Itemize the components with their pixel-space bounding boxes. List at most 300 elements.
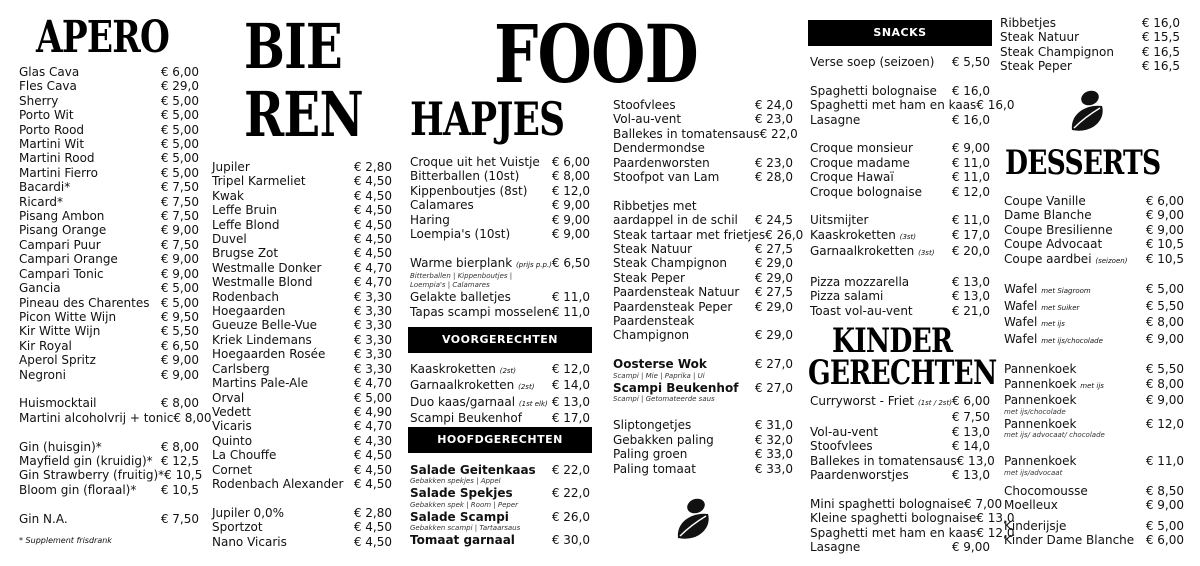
- item-price: € 22,0: [551, 463, 590, 477]
- item-name: Croque uit het Vuistje: [410, 155, 540, 169]
- item-name: Wafel: [1004, 298, 1038, 313]
- item-price: € 9,00: [951, 540, 990, 555]
- item-name: Steak Champignon: [613, 256, 727, 271]
- title-bie: BIE: [244, 10, 343, 83]
- item-sub: Gebakken spekjes | Appel: [410, 477, 501, 486]
- item-price: € 29,0: [754, 299, 793, 314]
- menu-item: [613, 199, 793, 213]
- menu-item: [212, 290, 392, 304]
- menu-item: [613, 98, 793, 112]
- item-price: € 23,0: [754, 112, 793, 127]
- item-name: Garnaalkroketten: [410, 378, 515, 393]
- menu-item: [410, 395, 590, 411]
- menu-item: [613, 170, 793, 184]
- item-name: Hoegaarden Rosée: [212, 347, 326, 362]
- item-name-wrap: [410, 395, 548, 411]
- item-sub: met ijs/advocaat: [1004, 468, 1063, 477]
- item-tag: (seizoen): [1095, 256, 1128, 265]
- menu-item: [410, 290, 590, 304]
- item-price: € 6,00: [951, 394, 991, 408]
- item-name-wrap: [19, 483, 136, 497]
- item-name: Coupe aardbei: [1004, 251, 1092, 266]
- item-name-wrap: [19, 296, 149, 310]
- item-price: € 8,00: [160, 396, 199, 411]
- menu-item: [19, 223, 199, 237]
- menu-item: [613, 447, 793, 461]
- menu-item: [410, 184, 590, 198]
- item-name: Aperol Spritz: [19, 353, 96, 368]
- menu-item: [212, 189, 392, 203]
- item-name: Oosterse Wok: [613, 357, 707, 372]
- item-price: € 6,00: [551, 155, 590, 169]
- item-name: Pizza salami: [810, 289, 884, 304]
- item-name-wrap: [810, 141, 913, 155]
- menu-item: [1004, 393, 1184, 407]
- item-price: € 4,50: [353, 448, 392, 463]
- item-price: € 4,50: [353, 232, 392, 247]
- menu-item: [212, 275, 392, 289]
- item-name: Moelleux: [1004, 498, 1058, 513]
- item-name: Paardenworsten: [613, 155, 710, 170]
- item-name: Duo kaas/garnaal: [410, 394, 516, 409]
- item-name-wrap: [1004, 223, 1113, 237]
- item-name-wrap: [1000, 59, 1072, 73]
- item-price: € 8,00: [1145, 315, 1184, 330]
- item-price: € 12,0: [551, 362, 590, 376]
- menu-item: [613, 357, 793, 371]
- item-name: Huismocktail: [19, 396, 97, 411]
- item-name-wrap: [810, 156, 910, 170]
- menu-item: [613, 433, 793, 447]
- item-name-wrap: [212, 275, 313, 289]
- item-name-wrap: [810, 55, 934, 69]
- menu-item: [810, 496, 1003, 511]
- menu-item: [410, 227, 590, 241]
- item-name: Rodenbach Alexander: [212, 476, 344, 491]
- menu-item: [212, 391, 392, 405]
- item-price: € 13,0: [951, 424, 990, 439]
- item-name-wrap: [1000, 30, 1079, 44]
- item-price: € 11,0: [551, 290, 590, 305]
- menu-item: [810, 394, 990, 410]
- item-price: € 4,50: [353, 246, 392, 261]
- item-name-wrap: [212, 419, 252, 433]
- item-price: € 3,30: [353, 304, 392, 319]
- item-price: € 5,50: [160, 324, 199, 339]
- title-hapjes: HAPJES: [410, 92, 565, 146]
- item-price: € 9,00: [1145, 331, 1184, 346]
- hoofdgerechten-header: HOOFDGERECHTEN: [408, 427, 592, 453]
- item-name: Jupiler 0,0%: [212, 505, 285, 520]
- menu-item: [19, 281, 199, 295]
- item-sub: Scampi | Getomateerde saus: [613, 395, 715, 404]
- item-price: € 3,30: [353, 332, 392, 347]
- item-price: € 27,5: [754, 285, 793, 300]
- item-price: € 13,0: [956, 453, 995, 468]
- item-name: Rodenbach: [212, 289, 279, 304]
- item-price: € 12,0: [976, 525, 1015, 540]
- item-price: € 10,5: [160, 482, 199, 497]
- item-name-wrap: [613, 228, 765, 242]
- menu-item: [613, 462, 793, 476]
- menu-item: [410, 305, 590, 319]
- item-name: Jupiler: [212, 160, 250, 174]
- item-name-wrap: [212, 218, 279, 232]
- menu-item: [212, 535, 392, 549]
- item-name-wrap: [613, 156, 710, 170]
- menu-item: [19, 324, 199, 338]
- menu-item: [613, 300, 793, 314]
- item-price: € 32,0: [754, 432, 793, 447]
- item-price: € 8,00: [551, 169, 590, 184]
- item-price: € 4,90: [353, 404, 392, 419]
- item-price: € 4,50: [353, 520, 392, 535]
- menu-item: [212, 434, 392, 448]
- item-price: € 13,0: [951, 275, 990, 290]
- item-name-wrap: [810, 275, 909, 289]
- item-name-wrap: [212, 246, 278, 260]
- menu-item: [613, 141, 793, 155]
- item-name-wrap: [212, 333, 312, 347]
- item-price: € 5,00: [160, 93, 199, 108]
- item-price: € 33,0: [754, 461, 793, 476]
- item-name: Campari Orange: [19, 252, 118, 267]
- item-price: € 30,0: [551, 533, 590, 548]
- item-price: € 9,00: [1145, 208, 1184, 223]
- item-price: € 9,00: [160, 252, 199, 267]
- item-name: Steak Peper: [613, 270, 685, 285]
- item-name: Curryworst - Friet: [810, 394, 915, 408]
- item-name: Paardensteak Peper: [613, 299, 733, 314]
- item-name: Westmalle Blond: [212, 275, 313, 290]
- item-name: Pannenkoek: [1004, 416, 1077, 431]
- item-price: € 6,00: [1145, 533, 1184, 548]
- item-name: Glas Cava: [19, 65, 80, 79]
- item-name-wrap: [19, 324, 100, 338]
- item-name: Pannenkoek: [1004, 454, 1077, 469]
- item-name: Steak Peper: [1000, 59, 1072, 74]
- item-price: € 5,00: [353, 390, 392, 405]
- item-sub: Gebakken spek | Room | Peper: [410, 500, 519, 509]
- item-name-wrap: [613, 141, 705, 155]
- menu-item: [1004, 299, 1184, 315]
- menu-item: [810, 540, 990, 554]
- menu-item: [810, 468, 990, 482]
- item-name-wrap: [212, 189, 244, 203]
- item-price: € 33,0: [754, 447, 793, 462]
- item-name-wrap: [19, 238, 101, 252]
- item-name-wrap: [212, 318, 317, 332]
- item-name-wrap: [1004, 299, 1079, 315]
- item-name-wrap: [19, 440, 102, 454]
- item-name: Chocomousse: [1004, 483, 1088, 498]
- menu-item: [19, 353, 199, 367]
- menu-item: [810, 98, 1015, 113]
- item-name-wrap: [1004, 315, 1065, 331]
- item-price: € 24,5: [754, 213, 793, 228]
- item-price: € 22,0: [551, 486, 590, 501]
- item-name: Brugse Zot: [212, 246, 279, 261]
- menu-item: [810, 289, 990, 303]
- item-name: Carlsberg: [212, 361, 270, 376]
- menu-item: [410, 155, 590, 169]
- item-name: Spaghetti bolognaise: [810, 83, 937, 98]
- item-price: € 4,70: [353, 275, 392, 290]
- item-name: Kippenboutjes (8st): [410, 183, 528, 198]
- item-name-wrap: [19, 267, 104, 281]
- item-name-wrap: [19, 223, 106, 237]
- item-name-wrap: [212, 520, 263, 534]
- item-price: € 4,50: [353, 476, 392, 491]
- item-name: Calamares: [410, 198, 474, 213]
- item-name: Ribbetjes met: [613, 198, 697, 213]
- item-sub: Loempia's | Calamares: [410, 281, 490, 290]
- item-name: Leffe Blond: [212, 217, 280, 232]
- item-price: € 14,0: [951, 439, 990, 454]
- item-price: € 24,0: [754, 98, 793, 112]
- item-name: aardappel in de schil: [613, 213, 738, 228]
- item-name: Tapas scampi mosselen: [410, 304, 552, 319]
- menu-item: [212, 261, 392, 275]
- item-name-wrap: [810, 228, 916, 244]
- menu-item: [19, 512, 199, 526]
- item-name: Steak Natuur: [1000, 30, 1080, 45]
- item-name-wrap: [19, 396, 97, 410]
- apero-list: [19, 65, 212, 548]
- item-name-wrap: [410, 411, 522, 425]
- item-price: € 26,0: [765, 227, 804, 242]
- item-name-wrap: [19, 411, 173, 425]
- menu-item: [212, 520, 392, 534]
- item-name: Vicaris: [212, 419, 252, 434]
- item-name-wrap: [19, 209, 104, 223]
- item-name-wrap: [1004, 252, 1127, 268]
- item-price: € 9,50: [160, 309, 199, 324]
- item-price: € 9,00: [160, 367, 199, 382]
- menu-item: [19, 195, 199, 209]
- menu-item: [19, 267, 199, 281]
- item-name: Coupe Bresilienne: [1004, 222, 1113, 237]
- menu-item: [212, 347, 392, 361]
- item-name: Ballekes in tomatensaus: [810, 453, 957, 468]
- item-name-wrap: [613, 314, 694, 328]
- item-name-wrap: [212, 232, 247, 246]
- item-name-wrap: [212, 304, 285, 318]
- menu-item: [613, 271, 793, 285]
- item-price: € 3,30: [353, 361, 392, 376]
- item-name: Garnaalkroketten: [810, 244, 915, 259]
- item-price: € 6,00: [160, 65, 199, 79]
- item-name: Kinderijsje: [1004, 518, 1067, 533]
- menu-item: [1004, 223, 1184, 237]
- item-name-wrap: [1004, 332, 1103, 348]
- item-name-wrap: [212, 362, 270, 376]
- item-name-wrap: [19, 65, 79, 79]
- item-name-wrap: [19, 281, 61, 295]
- menu-item: [19, 368, 199, 382]
- item-name-wrap: [410, 155, 540, 169]
- item-name-wrap: [1000, 16, 1056, 30]
- item-name: Kaaskroketten: [410, 362, 496, 376]
- item-price: € 7,50: [160, 194, 199, 209]
- title-food: FOOD: [494, 7, 699, 101]
- menu-item: [810, 275, 990, 289]
- item-name: Ballekes in tomatensaus: [613, 126, 760, 141]
- menu-item: [19, 180, 199, 194]
- item-price: € 16,0: [976, 98, 1015, 113]
- item-price: € 3,30: [353, 347, 392, 362]
- menu-item: [212, 246, 392, 260]
- item-price: € 9,00: [1145, 222, 1184, 237]
- item-price: € 31,0: [754, 418, 793, 433]
- item-price: € 29,0: [754, 256, 793, 271]
- item-name: Tripel Karmeliet: [212, 174, 306, 189]
- item-name-wrap: [810, 185, 922, 199]
- menu-item: [810, 170, 990, 184]
- snacks-header: SNACKS: [808, 20, 992, 46]
- item-name-wrap: [19, 195, 63, 209]
- item-name: Toast vol-au-vent: [810, 303, 913, 318]
- item-price: € 2,80: [353, 505, 392, 520]
- item-name: Martini Fierro: [19, 165, 98, 180]
- item-price: € 20,0: [951, 244, 990, 259]
- menu-item: [19, 108, 199, 122]
- item-name-wrap: [810, 244, 934, 260]
- item-name: Paardenworstjes: [810, 468, 909, 483]
- item-name: Vol-au-vent: [613, 112, 682, 127]
- item-price: € 7,50: [160, 511, 199, 526]
- item-name: Nano Vicaris: [212, 534, 287, 549]
- item-price: € 10,5: [1145, 251, 1184, 266]
- item-name-wrap: [810, 439, 873, 453]
- item-price: € 5,00: [1145, 518, 1184, 533]
- hoofdgerechten-list: [410, 463, 590, 548]
- item-name: Kir Witte Wijn: [19, 324, 101, 339]
- menu-item: [1004, 252, 1184, 268]
- item-name: Lasagne: [810, 540, 861, 555]
- menu-item: [19, 209, 199, 223]
- item-price: € 6,50: [551, 255, 591, 270]
- item-name-wrap: [212, 203, 277, 217]
- item-price: € 12,0: [951, 184, 990, 199]
- item-tag: (3st): [918, 249, 935, 258]
- menu-item: [1004, 362, 1184, 376]
- menu-item: [410, 486, 590, 500]
- item-name: Ricard*: [19, 194, 63, 209]
- item-price: € 27,0: [754, 357, 793, 372]
- item-price: € 5,00: [160, 122, 199, 137]
- item-price: € 4,50: [353, 203, 392, 218]
- item-name: Paardensteak Natuur: [613, 285, 740, 300]
- title-desserts: DESSERTS: [1005, 143, 1161, 183]
- item-name: Gin (huisgin)*: [19, 439, 102, 454]
- ribs-list: [1000, 16, 1180, 74]
- menu-item: [410, 256, 590, 272]
- item-name-wrap: [212, 261, 321, 275]
- item-name: Hoegaarden: [212, 304, 286, 319]
- item-name-wrap: [613, 199, 697, 213]
- item-sub: met ijs/ advocaat/ chocolade: [1004, 431, 1105, 440]
- item-name-wrap: [1004, 393, 1076, 407]
- menu-item: [212, 405, 392, 419]
- item-name-wrap: [19, 454, 153, 468]
- menu-item: [1004, 332, 1184, 348]
- item-price: € 13,0: [976, 511, 1015, 526]
- item-price: € 15,5: [1141, 30, 1180, 45]
- menu-item: [19, 410, 212, 425]
- item-price: € 5,00: [160, 295, 199, 310]
- item-price: € 26,0: [551, 509, 590, 524]
- item-name: Spaghetti met ham en kaas: [810, 98, 977, 113]
- item-name: Gelakte balletjes: [410, 290, 511, 305]
- item-name-wrap: [613, 98, 676, 112]
- item-name: Ribbetjes: [1000, 16, 1056, 30]
- item-name-wrap: [1004, 362, 1076, 376]
- item-price: € 9,00: [551, 198, 590, 213]
- item-name: Sherry: [19, 93, 59, 108]
- menu-item: [212, 160, 392, 174]
- item-name-wrap: [810, 170, 894, 184]
- item-price: € 22,0: [759, 126, 798, 141]
- item-name: Gin Strawberry (fruitig)*: [19, 468, 165, 483]
- item-price: € 10,5: [164, 468, 203, 483]
- item-name: Dendermondse: [613, 141, 705, 156]
- item-name-wrap: [1004, 377, 1104, 393]
- item-tag: (2st): [499, 367, 517, 375]
- menu-item: [212, 318, 392, 332]
- menu-item: [410, 213, 590, 227]
- item-price: € 11,0: [1145, 454, 1184, 469]
- item-name-wrap: [613, 112, 681, 126]
- menu-item: [810, 439, 990, 453]
- item-price: € 9,00: [1145, 393, 1184, 408]
- item-name: Campari Puur: [19, 237, 101, 252]
- item-name: Martini Rood: [19, 151, 95, 166]
- item-name-wrap: [613, 127, 760, 141]
- menu-item: [810, 425, 990, 439]
- menu-item: [1004, 208, 1184, 222]
- item-name-wrap: [212, 434, 252, 448]
- desserts-list: [1004, 194, 1184, 547]
- item-price: € 17,0: [951, 227, 990, 242]
- kinder-list: [810, 394, 1015, 555]
- item-name: Campari Tonic: [19, 266, 104, 281]
- item-name: Haring: [410, 212, 450, 227]
- item-name-wrap: [410, 510, 509, 524]
- item-name: Croque monsieur: [810, 141, 913, 156]
- item-name-wrap: [810, 497, 964, 511]
- menu-item: [810, 410, 990, 424]
- menu-item: [410, 198, 590, 212]
- item-name-wrap: [212, 160, 250, 174]
- menu-item: [212, 506, 392, 520]
- menu-item: [613, 285, 793, 299]
- item-name-wrap: [613, 271, 685, 285]
- menu-item: [1004, 237, 1184, 251]
- item-price: € 29,0: [160, 79, 199, 94]
- menu-item: [1000, 30, 1180, 44]
- item-price: € 4,50: [353, 217, 392, 232]
- menu-item: [410, 533, 590, 547]
- item-name-wrap: [410, 169, 519, 183]
- item-tag: (1st / 2st): [917, 399, 952, 407]
- item-name-wrap: [19, 123, 84, 137]
- item-name-wrap: [613, 418, 691, 432]
- item-name: Croque madame: [810, 155, 910, 170]
- item-price: € 3,30: [353, 289, 392, 304]
- item-price: € 9,00: [160, 353, 199, 368]
- leaf-icon: [672, 496, 716, 544]
